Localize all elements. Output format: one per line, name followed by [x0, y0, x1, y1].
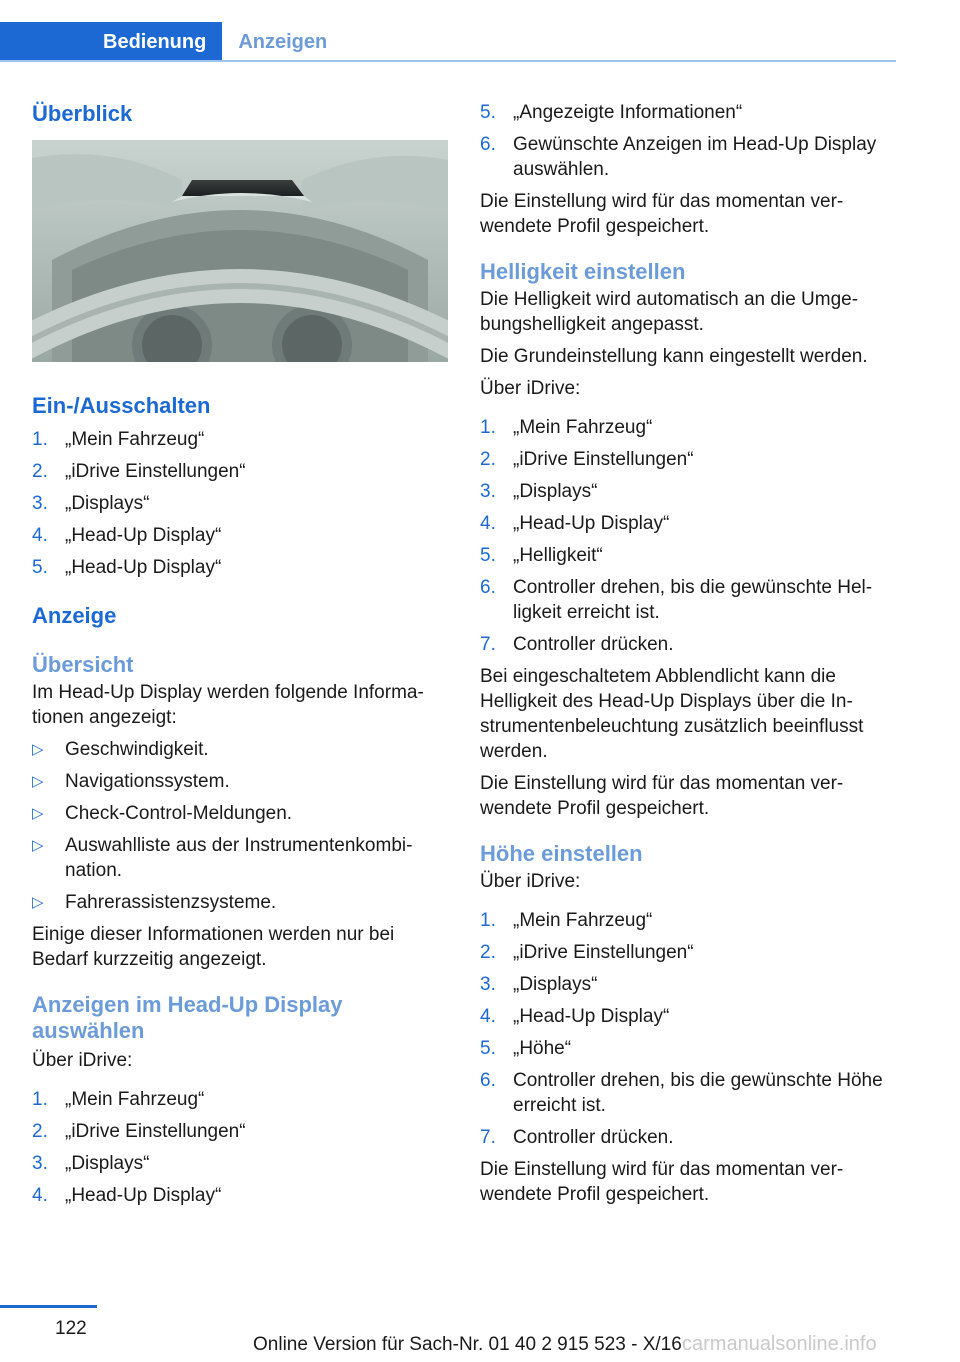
- online-version-text: Online Version für Sach-Nr. 01 40 2 915 523 - X/16: [253, 1334, 682, 1355]
- list-item: [32, 555, 448, 580]
- step-number: 1.: [32, 429, 48, 450]
- step-text: „Head-Up Display“: [65, 525, 222, 546]
- brightness-text-2: Die Grundeinstellung kann eingestellt werden.: [480, 346, 868, 367]
- select-steps-continued: [480, 100, 896, 182]
- height-heading: Höhe einstellen: [480, 841, 643, 866]
- step-number: 3.: [32, 1153, 48, 1174]
- tab-bedienung[interactable]: Bedienung: [0, 22, 222, 62]
- step-text: „Mein Fahrzeug“: [513, 417, 653, 438]
- onoff-steps: [32, 427, 448, 580]
- left-column: [32, 100, 448, 1215]
- page-number: 122: [55, 1318, 87, 1339]
- step-number: 4.: [32, 525, 48, 546]
- list-item: [32, 890, 448, 915]
- brightness-heading: Helligkeit einstellen: [480, 259, 686, 284]
- tab-anzeigen[interactable]: Anzeigen: [238, 31, 328, 53]
- step-text: „Head-Up Display“: [65, 1185, 222, 1206]
- step-number: 3.: [480, 481, 496, 502]
- step-number: 2.: [480, 942, 496, 963]
- summary-note: Einige dieser Informationen werden nur bei Bedarf kurzzeitig angezeigt.: [32, 924, 395, 970]
- head-up-display-illustration: [32, 140, 448, 362]
- step-number: 6.: [480, 577, 496, 598]
- onoff-heading: Ein-/Ausschalten: [32, 393, 211, 418]
- step-text: Controller drehen, bis die gewünschte Höhe erreicht ist.: [513, 1070, 883, 1116]
- step-number: 1.: [32, 1089, 48, 1110]
- cockpit-drawing: [32, 140, 448, 362]
- step-text: „Höhe“: [513, 1038, 572, 1059]
- brightness-steps: [480, 415, 896, 657]
- watermark-text: carmanualsonline.info: [682, 1333, 877, 1355]
- list-item: [32, 737, 448, 762]
- step-number: 2.: [480, 449, 496, 470]
- list-item: [32, 427, 448, 452]
- list-item: [32, 769, 448, 794]
- step-number: 5.: [32, 557, 48, 578]
- list-item: [32, 833, 448, 883]
- step-text: „Head-Up Display“: [513, 1006, 670, 1027]
- step-text: „iDrive Einstellungen“: [65, 461, 246, 482]
- header-rule: [0, 60, 896, 62]
- step-text: „Displays“: [65, 1153, 150, 1174]
- step-number: 6.: [480, 1070, 496, 1091]
- overview-heading: Überblick: [32, 101, 133, 126]
- step-number: 4.: [480, 513, 496, 534]
- triangle-bullet-icon: ▷: [32, 773, 44, 790]
- select-saved-note: Die Einstellung wird für das momentan ver-wendete Profil gespeichert.: [480, 191, 844, 237]
- list-item: [32, 459, 448, 484]
- select-steps: [32, 1087, 448, 1208]
- brightness-saved-note: Die Einstellung wird für das momentan ver-wendete Profil gespeichert.: [480, 773, 844, 819]
- list-item: [32, 1087, 448, 1112]
- step-number: 3.: [32, 493, 48, 514]
- list-item: [480, 632, 896, 657]
- list-item: [480, 940, 896, 965]
- display-heading: Anzeige: [32, 603, 117, 628]
- step-text: „Mein Fahrzeug“: [65, 1089, 205, 1110]
- step-text: Controller drücken.: [513, 1127, 674, 1148]
- height-steps: [480, 908, 896, 1150]
- bullet-text: Fahrerassistenzsysteme.: [65, 892, 277, 913]
- step-number: 1.: [480, 910, 496, 931]
- step-number: 1.: [480, 417, 496, 438]
- chapter-tabs: [0, 22, 343, 62]
- step-text: „Displays“: [513, 481, 598, 502]
- bullet-text: Auswahlliste aus der Instrumentenkombi-nation.: [65, 835, 413, 881]
- brightness-note: Bei eingeschaltetem Abblendlicht kann die Helligkeit des Head-Up Displays über die In-strumentenbeleuchtung zusätzlich beeinflusst werden.: [480, 666, 864, 762]
- list-item: [480, 908, 896, 933]
- step-text: „Head-Up Display“: [513, 513, 670, 534]
- summary-heading: Übersicht: [32, 652, 134, 677]
- step-text: „Mein Fahrzeug“: [65, 429, 205, 450]
- list-item: [32, 523, 448, 548]
- list-item: [480, 972, 896, 997]
- step-text: „Angezeigte Informationen“: [513, 102, 743, 123]
- step-text: „iDrive Einstellungen“: [513, 942, 694, 963]
- footer-rule: [0, 1305, 97, 1308]
- list-item: [480, 1036, 896, 1061]
- step-number: 4.: [480, 1006, 496, 1027]
- step-number: 2.: [32, 1121, 48, 1142]
- list-item: [32, 1183, 448, 1208]
- step-number: 5.: [480, 102, 496, 123]
- bullet-text: Navigationssystem.: [65, 771, 230, 792]
- brightness-intro: Über iDrive:: [480, 378, 581, 399]
- height-intro: Über iDrive:: [480, 871, 581, 892]
- step-number: 6.: [480, 134, 496, 155]
- list-item: [32, 801, 448, 826]
- list-item: [32, 1151, 448, 1176]
- list-item: [480, 100, 896, 125]
- step-text: „Mein Fahrzeug“: [513, 910, 653, 931]
- step-text: Controller drücken.: [513, 634, 674, 655]
- step-text: „Head-Up Display“: [65, 557, 222, 578]
- step-number: 7.: [480, 634, 496, 655]
- select-heading: Anzeigen im Head-Up Display auswählen: [32, 992, 343, 1043]
- step-text: Controller drehen, bis die gewünschte Hel-ligkeit erreicht ist.: [513, 577, 873, 623]
- step-text: „Displays“: [513, 974, 598, 995]
- height-saved-note: Die Einstellung wird für das momentan ver-wendete Profil gespeichert.: [480, 1159, 844, 1205]
- step-number: 5.: [480, 1038, 496, 1059]
- list-item: [480, 132, 896, 182]
- triangle-bullet-icon: ▷: [32, 741, 44, 758]
- triangle-bullet-icon: ▷: [32, 894, 44, 911]
- triangle-bullet-icon: ▷: [32, 805, 44, 822]
- list-item: [480, 543, 896, 568]
- list-item: [480, 1004, 896, 1029]
- list-item: [32, 491, 448, 516]
- triangle-bullet-icon: ▷: [32, 837, 44, 854]
- list-item: [480, 1068, 896, 1118]
- list-item: [480, 575, 896, 625]
- step-number: 5.: [480, 545, 496, 566]
- step-number: 3.: [480, 974, 496, 995]
- list-item: [480, 1125, 896, 1150]
- summary-bullets: [32, 737, 448, 915]
- list-item: [480, 511, 896, 536]
- list-item: [480, 447, 896, 472]
- step-number: 7.: [480, 1127, 496, 1148]
- step-number: 2.: [32, 461, 48, 482]
- list-item: [480, 415, 896, 440]
- step-text: „Displays“: [65, 493, 150, 514]
- list-item: [32, 1119, 448, 1144]
- step-text: „iDrive Einstellungen“: [65, 1121, 246, 1142]
- summary-text: Im Head-Up Display werden folgende Informa-tionen angezeigt:: [32, 682, 424, 728]
- step-text: „iDrive Einstellungen“: [513, 449, 694, 470]
- step-number: 4.: [32, 1185, 48, 1206]
- bullet-text: Geschwindigkeit.: [65, 739, 209, 760]
- bullet-text: Check-Control-Meldungen.: [65, 803, 293, 824]
- right-column: [480, 100, 896, 1214]
- select-intro: Über iDrive:: [32, 1050, 133, 1071]
- list-item: [480, 479, 896, 504]
- step-text: „Helligkeit“: [513, 545, 603, 566]
- step-text: Gewünschte Anzeigen im Head-Up Display auswählen.: [513, 134, 877, 180]
- brightness-text-1: Die Helligkeit wird automatisch an die Umge-bungshelligkeit angepasst.: [480, 289, 859, 335]
